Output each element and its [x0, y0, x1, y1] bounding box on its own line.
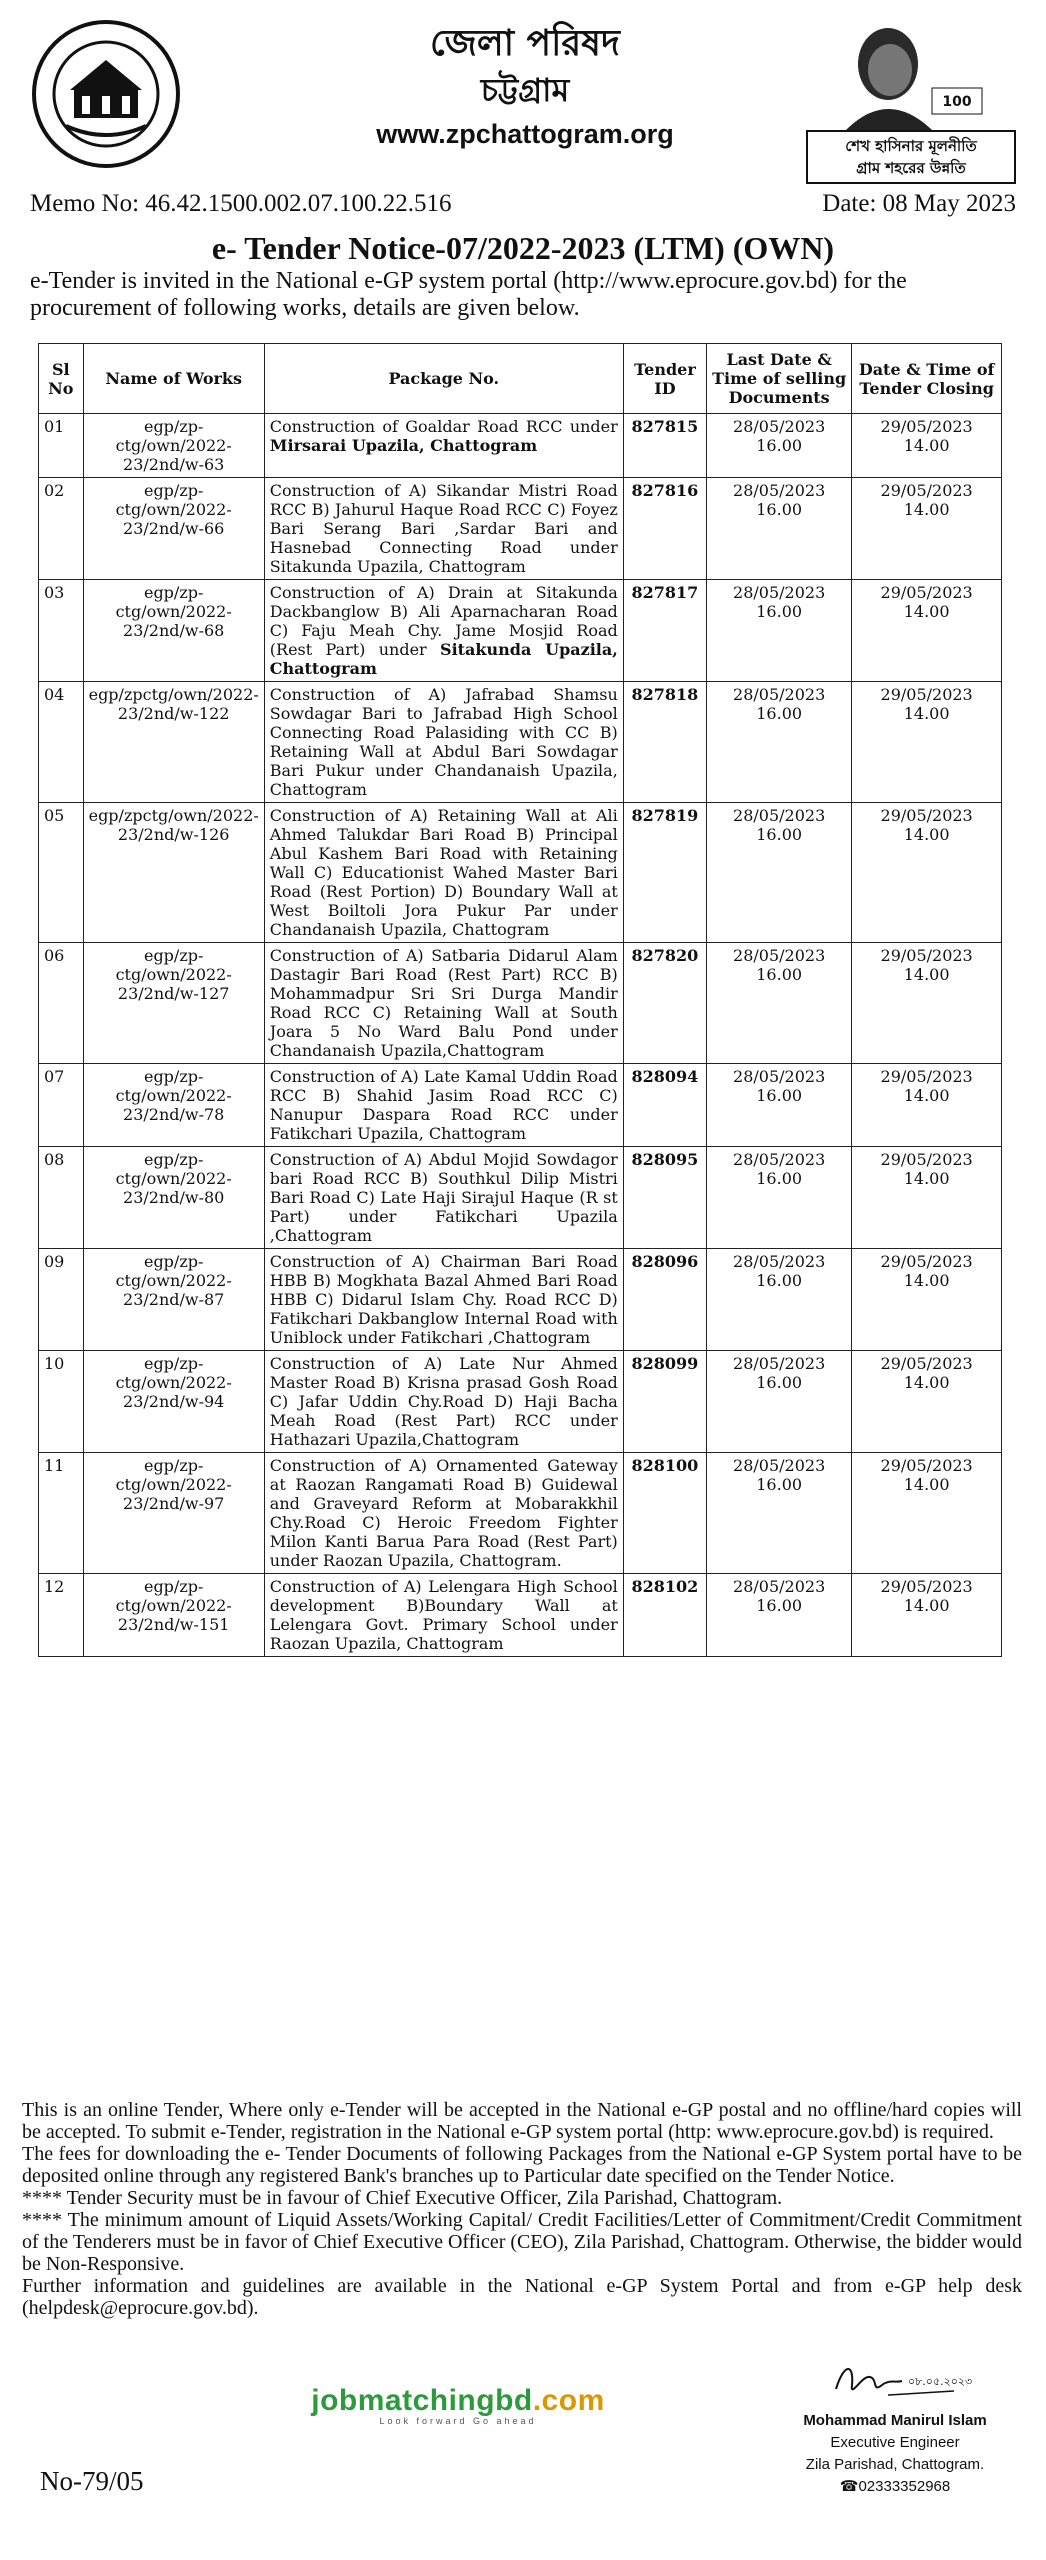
mujib-100-portrait-icon	[836, 18, 986, 130]
row-name-of-works	[264, 1064, 623, 1147]
row-name-of-works	[264, 1147, 623, 1249]
row-close-date-value: 29/05/2023	[880, 1150, 973, 1169]
row-tender-id: 827817	[623, 580, 706, 682]
row-last-date	[707, 1574, 852, 1657]
row-sl-no: 10	[39, 1351, 84, 1453]
row-work-text: Construction of A) Drain at Sitakunda Dackbanglow B) Ali Aparnacharan Road C) Faju Meah Chy. Jame Mosjid Road (Rest Part) under	[269, 583, 618, 659]
table-row	[39, 580, 1002, 682]
brand-tagline: Look forward Go ahead	[379, 2416, 537, 2426]
row-name-of-works	[264, 414, 623, 478]
table-row	[39, 943, 1002, 1064]
row-last-time-value: 16.00	[756, 1169, 803, 1188]
brand-name-main: jobmatchingbd	[311, 2384, 533, 2417]
row-close-time-value: 14.00	[903, 825, 950, 844]
row-close-date-value: 29/05/2023	[880, 946, 973, 965]
row-last-date-value: 28/05/2023	[733, 1577, 826, 1596]
row-package-no: egp/zpctg/own/2022-23/2nd/w-122	[83, 682, 264, 803]
district-name-bn: চট্টগ্রাম	[480, 71, 570, 109]
row-closing-date	[852, 943, 1002, 1064]
row-last-date-value: 28/05/2023	[733, 806, 826, 825]
brand-name-suffix: .com	[532, 2384, 605, 2417]
row-close-date-value: 29/05/2023	[880, 481, 973, 500]
row-close-time-value: 14.00	[903, 965, 950, 984]
row-close-date-value: 29/05/2023	[880, 417, 973, 436]
row-name-of-works	[264, 682, 623, 803]
row-work-text: Construction of A) Abdul Mojid Sowdagor bari Road RCC B) Southkul Dilip Mistri Bari Road C) Late Haji Sirajul Haque (R st Part) under Fatikchari Upazila ,Chattogram	[269, 1150, 618, 1245]
memo-row	[30, 190, 1016, 226]
row-tender-id: 828094	[623, 1064, 706, 1147]
row-last-date-value: 28/05/2023	[733, 946, 826, 965]
slogan-box	[806, 130, 1016, 184]
table-row	[39, 1249, 1002, 1351]
row-last-date-value: 28/05/2023	[733, 1252, 826, 1271]
row-closing-date	[852, 414, 1002, 478]
row-last-time-value: 16.00	[756, 1373, 803, 1392]
row-work-text: Construction of A) Chairman Bari Road HBB B) Mogkhata Bazal Ahmed Bari Road HBB C) Didarul Islam Chy. Road RCC D) Fatikchari Dakbanglow Internal Road with Uniblock under Fatikchari ,Chattogram	[269, 1252, 618, 1347]
row-last-date	[707, 943, 852, 1064]
row-package-no: egp/zp-ctg/own/2022-23/2nd/w-68	[83, 580, 264, 682]
row-package-no: egp/zp-ctg/own/2022-23/2nd/w-78	[83, 1064, 264, 1147]
row-last-time-value: 16.00	[756, 825, 803, 844]
row-close-time-value: 14.00	[903, 602, 950, 621]
row-work-text: Construction of A) Ornamented Gateway at Raozan Rangamati Road B) Guidewal and Graveyard Reform at Mobarakkhil Chy.Road C) Heroic Freedom Fighter Milon Kanti Barua Para Road (Rest Part) under Raozan Upazila, Chattogram.	[269, 1456, 618, 1570]
signatory-name: Mohammad Manirul Islam	[803, 2412, 987, 2429]
row-closing-date	[852, 1453, 1002, 1574]
row-last-date	[707, 1249, 852, 1351]
row-close-date-value: 29/05/2023	[880, 583, 973, 602]
row-last-time-value: 16.00	[756, 436, 803, 455]
table-row	[39, 1351, 1002, 1453]
office-website: www.zpchattogram.org	[376, 119, 674, 149]
row-tender-id: 827816	[623, 478, 706, 580]
row-sl-no: 05	[39, 803, 84, 943]
office-title-block	[260, 20, 790, 154]
row-name-of-works	[264, 943, 623, 1064]
row-name-of-works	[264, 803, 623, 943]
table-row	[39, 414, 1002, 478]
signatory-office: Zila Parishad, Chattogram.	[805, 2456, 985, 2473]
works-table	[38, 343, 1002, 1657]
notice-title: e- Tender Notice-07/2022-2023 (LTM) (OWN)	[211, 230, 835, 266]
row-last-time-value: 16.00	[756, 602, 803, 621]
header-last-date: Last Date & Time of selling Documents	[707, 344, 852, 414]
row-last-time-value: 16.00	[756, 704, 803, 723]
row-work-text: Construction of A) Sikandar Mistri Road RCC B) Jahurul Haque Road RCC C) Foyez Bari Serang Bari ,Sardar Bari and Hasnebad Connecting Road under Sitakunda Upazila, Chattogram	[269, 481, 618, 576]
row-last-time-value: 16.00	[756, 1596, 803, 1615]
brand-name	[308, 2384, 608, 2418]
row-close-time-value: 14.00	[903, 1373, 950, 1392]
row-name-of-works	[264, 580, 623, 682]
row-package-no: egp/zp-ctg/own/2022-23/2nd/w-151	[83, 1574, 264, 1657]
memo-date: Date: 08 May 2023	[822, 190, 1016, 217]
row-closing-date	[852, 1249, 1002, 1351]
row-sl-no: 04	[39, 682, 84, 803]
row-package-no: egp/zp-ctg/own/2022-23/2nd/w-63	[83, 414, 264, 478]
row-package-no: egp/zpctg/own/2022-23/2nd/w-126	[83, 803, 264, 943]
office-name-bn: জেলা পরিষদ	[430, 23, 620, 64]
row-package-no: egp/zp-ctg/own/2022-23/2nd/w-87	[83, 1249, 264, 1351]
table-row	[39, 682, 1002, 803]
row-last-date	[707, 1351, 852, 1453]
row-last-time-value: 16.00	[756, 965, 803, 984]
row-last-date-value: 28/05/2023	[733, 1150, 826, 1169]
row-work-location: Mirsarai Upazila, Chattogram	[269, 436, 538, 455]
notice-footer	[22, 2099, 1022, 2319]
jobmatchingbd-watermark	[308, 2384, 608, 2426]
row-tender-id: 827819	[623, 803, 706, 943]
row-last-date-value: 28/05/2023	[733, 583, 826, 602]
row-last-date	[707, 682, 852, 803]
row-close-date-value: 29/05/2023	[880, 1252, 973, 1271]
row-package-no: egp/zp-ctg/own/2022-23/2nd/w-127	[83, 943, 264, 1064]
row-close-date-value: 29/05/2023	[880, 1067, 973, 1086]
row-close-time-value: 14.00	[903, 704, 950, 723]
header-sl: Sl No	[39, 344, 84, 414]
row-name-of-works	[264, 478, 623, 580]
footer-tender-security: **** Tender Security must be in favour of Chief Executive Officer, Zila Parishad, Chattogram.	[22, 2187, 783, 2209]
row-closing-date	[852, 1147, 1002, 1249]
row-closing-date	[852, 682, 1002, 803]
row-closing-date	[852, 1574, 1002, 1657]
row-last-date-value: 28/05/2023	[733, 685, 826, 704]
header-closing-date: Date & Time of Tender Closing	[852, 344, 1002, 414]
row-close-time-value: 14.00	[903, 1596, 950, 1615]
reference-number: No-79/05	[40, 2466, 144, 2496]
row-last-date	[707, 414, 852, 478]
svg-text:100: 100	[942, 94, 972, 110]
row-last-time-value: 16.00	[756, 1271, 803, 1290]
row-name-of-works	[264, 1574, 623, 1657]
row-tender-id: 828095	[623, 1147, 706, 1249]
notice-header	[30, 18, 1016, 193]
memo-number: Memo No: 46.42.1500.002.07.100.22.516	[30, 190, 452, 217]
works-table-body	[39, 414, 1002, 1657]
row-last-date	[707, 478, 852, 580]
footer-online-tender: This is an online Tender, Where only e-Tender will be accepted in the National e-GP postal and no offline/hard copies will be accepted. To submit e-Tender, registration in the National e-GP system portal (http: www.eprocure.gov.bd) is required.	[22, 2099, 1022, 2143]
row-last-date-value: 28/05/2023	[733, 1456, 826, 1475]
row-close-time-value: 14.00	[903, 1271, 950, 1290]
row-sl-no: 08	[39, 1147, 84, 1249]
table-header-row	[39, 344, 1002, 414]
row-close-time-value: 14.00	[903, 1086, 950, 1105]
row-last-date-value: 28/05/2023	[733, 1354, 826, 1373]
row-close-date-value: 29/05/2023	[880, 1456, 973, 1475]
row-sl-no: 03	[39, 580, 84, 682]
svg-text:০৮.০৫.২০২৩: ০৮.০৫.২০২৩	[908, 2375, 973, 2388]
row-last-date	[707, 803, 852, 943]
row-tender-id: 827820	[623, 943, 706, 1064]
row-close-date-value: 29/05/2023	[880, 1577, 973, 1596]
row-tender-id: 828102	[623, 1574, 706, 1657]
row-close-time-value: 14.00	[903, 500, 950, 519]
row-name-of-works	[264, 1453, 623, 1574]
row-work-text: Construction of A) Late Nur Ahmed Master Road B) Krisna prasad Gosh Road C) Jafar Uddin Chy.Road D) Haji Bacha Meah Road (Rest Part) RCC under Hathazari Upazila,Chattogram	[269, 1354, 618, 1449]
row-last-date	[707, 1453, 852, 1574]
footer-further-info: Further information and guidelines are available in the National e-GP System Portal and from e-GP help desk (helpdesk@eprocure.gov.bd).	[22, 2275, 1022, 2319]
signatory-title: Executive Engineer	[830, 2434, 960, 2451]
slogan-line-1: শেখ হাসিনার মূলনীতি	[845, 137, 977, 155]
row-close-time-value: 14.00	[903, 1475, 950, 1494]
row-package-no: egp/zp-ctg/own/2022-23/2nd/w-97	[83, 1453, 264, 1574]
row-sl-no: 06	[39, 943, 84, 1064]
header-tender-id: Tender ID	[623, 344, 706, 414]
row-tender-id: 828100	[623, 1453, 706, 1574]
handwritten-signature-icon	[828, 2355, 973, 2405]
row-work-text: Construction of A) Retaining Wall at Ali Ahmed Talukdar Bari Road B) Principal Abul Kashem Bari Road with Retaining Wall C) Educationist Wahed Master Bari Road (Rest Portion) D) Boundary Wall at West Boiltoli Jora Pukur Par under Chandanaish Upazila, Chattogram	[269, 806, 618, 939]
footer-liquid-assets: **** The minimum amount of Liquid Assets/Working Capital/ Credit Facilities/Letter of Commitment/Credit Commitment of the Tenderers must be in favor of Chief Executive Officer (CEO), Zila Parishad, Chattogram. Otherwise, the bidder would be Non-Responsive.	[22, 2209, 1022, 2275]
row-closing-date	[852, 580, 1002, 682]
row-close-time-value: 14.00	[903, 436, 950, 455]
row-package-no: egp/zp-ctg/own/2022-23/2nd/w-66	[83, 478, 264, 580]
row-closing-date	[852, 1351, 1002, 1453]
row-last-time-value: 16.00	[756, 1475, 803, 1494]
row-name-of-works	[264, 1351, 623, 1453]
row-sl-no: 11	[39, 1453, 84, 1574]
row-package-no: egp/zp-ctg/own/2022-23/2nd/w-94	[83, 1351, 264, 1453]
row-work-text: Construction of A) Jafrabad Shamsu Sowdagar Bari to Jafrabad High School Connecting Road Palasiding with CC B) Retaining Wall at Abdul Bari Sowdagar Bari Pukur under Chandanaish Upazila, Chattogram	[269, 685, 618, 799]
row-sl-no: 07	[39, 1064, 84, 1147]
row-last-date-value: 28/05/2023	[733, 417, 826, 436]
row-tender-id: 828096	[623, 1249, 706, 1351]
signatory-block	[775, 2410, 1015, 2498]
row-sl-no: 09	[39, 1249, 84, 1351]
row-closing-date	[852, 803, 1002, 943]
row-close-time-value: 14.00	[903, 1169, 950, 1188]
row-name-of-works	[264, 1249, 623, 1351]
row-sl-no: 02	[39, 478, 84, 580]
notice-intro: e-Tender is invited in the National e-GP system portal (http://www.eprocure.gov.bd) for the procurement of following works, details are given below.	[30, 268, 907, 321]
header-name-of-works: Name of Works	[83, 344, 264, 414]
row-package-no: egp/zp-ctg/own/2022-23/2nd/w-80	[83, 1147, 264, 1249]
table-row	[39, 1453, 1002, 1574]
table-row	[39, 478, 1002, 580]
row-close-date-value: 29/05/2023	[880, 806, 973, 825]
zila-parishad-logo-icon	[30, 18, 182, 170]
row-last-date	[707, 580, 852, 682]
row-close-date-value: 29/05/2023	[880, 1354, 973, 1373]
row-tender-id: 828099	[623, 1351, 706, 1453]
row-closing-date	[852, 478, 1002, 580]
table-row	[39, 1574, 1002, 1657]
slogan-line-2: গ্রাম শহরের উন্নতি	[856, 159, 966, 177]
signatory-phone: ☎02333352968	[839, 2478, 951, 2495]
row-sl-no: 01	[39, 414, 84, 478]
row-work-text: Construction of A) Late Kamal Uddin Road RCC B) Shahid Jasim Road RCC C) Nanupur Daspara Road RCC under Fatikchari Upazila, Chattogram	[269, 1067, 618, 1143]
row-last-date-value: 28/05/2023	[733, 481, 826, 500]
row-sl-no: 12	[39, 1574, 84, 1657]
table-row	[39, 1147, 1002, 1249]
row-work-text: Construction of A) Lelengara High School development B)Boundary Wall at Lelengara Govt. Primary School under Raozan Upazila, Chattogram	[269, 1577, 618, 1653]
row-work-text: Construction of A) Satbaria Didarul Alam Dastagir Bari Road (Rest Part) RCC B) Mohammadpur Sri Sri Durga Mandir Road RCC C) Retaining Wall at South Joara 5 No Ward Balu Pond under Chandanaish Upazila,Chattogram	[269, 946, 618, 1060]
header-package-no: Package No.	[264, 344, 623, 414]
row-last-time-value: 16.00	[756, 500, 803, 519]
row-closing-date	[852, 1064, 1002, 1147]
row-last-time-value: 16.00	[756, 1086, 803, 1105]
row-last-date	[707, 1147, 852, 1249]
row-last-date-value: 28/05/2023	[733, 1067, 826, 1086]
row-last-date	[707, 1064, 852, 1147]
table-row	[39, 1064, 1002, 1147]
row-tender-id: 827815	[623, 414, 706, 478]
row-work-text: Construction of Goaldar Road RCC under	[269, 417, 618, 436]
row-close-date-value: 29/05/2023	[880, 685, 973, 704]
row-work-location: Sitakunda Upazila, Chattogram	[269, 640, 618, 678]
table-row	[39, 803, 1002, 943]
footer-fees: The fees for downloading the e- Tender Documents of following Packages from the National e-GP System portal have to be deposited online through any registered Bank's branches up to Particular date specified on the Tender Notice.	[22, 2143, 1022, 2187]
row-tender-id: 827818	[623, 682, 706, 803]
